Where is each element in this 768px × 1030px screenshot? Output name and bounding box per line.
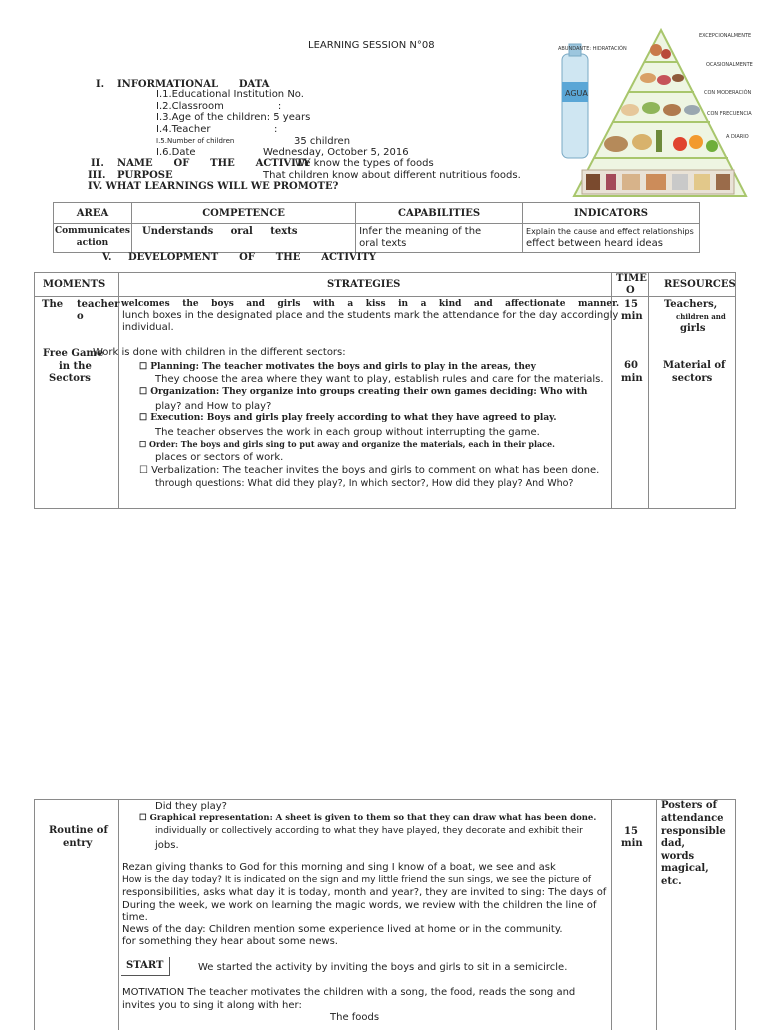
capabilities-line: Infer the meaning of the — [359, 226, 482, 237]
moment-cell: The teacher — [42, 299, 120, 310]
strategy-line: Rezan giving thanks to God for this morning and sing I know of a boat, we see and ask — [122, 862, 556, 873]
strategy-line: Verbalization: The teacher invites the boys and girls to comment on what has been done. — [151, 465, 600, 476]
children-count: 35 children — [294, 136, 351, 147]
resource-cell: attendance — [661, 813, 724, 824]
moment-cell: Sectors — [49, 373, 91, 384]
strategy-bullet: ☐ Verbalization: The teacher invites the boys and girls to comment on what has been done. — [139, 465, 600, 476]
info-heading-num: I. — [96, 79, 105, 90]
area-cell — [54, 224, 132, 253]
page-title: LEARNING SESSION N°08 — [308, 40, 435, 51]
info-item: I.1.Educational Institution No. — [156, 89, 304, 100]
resource-cell: children and — [676, 312, 726, 321]
header-moments: MOMENTS — [43, 279, 106, 290]
strategy-line: MOTIVATION The teacher motivates the children with a song, the food, reads the song and — [122, 987, 576, 998]
capabilities-line: oral texts — [359, 238, 407, 249]
strategy-line: time. — [122, 912, 148, 923]
purpose-label: PURPOSE — [117, 170, 173, 181]
resource-cell: words — [661, 851, 695, 862]
moment-cell: entry — [63, 838, 93, 849]
time-cell: min — [621, 311, 643, 322]
moment-cell: in the — [59, 361, 92, 372]
strategy-line: The teacher observes the work in each group without interrupting the game. — [155, 427, 540, 438]
learnings-heading: IV. WHAT LEARNINGS WILL WE PROMOTE? — [88, 181, 339, 192]
resource-cell: responsible — [661, 826, 726, 837]
strategy-line: responsibilities, asks what day it is today, month and year?, they are invited to sing: The days of — [122, 887, 607, 898]
time-cell: min — [621, 838, 643, 849]
level-label-frequency: CON FRECUENCIA — [707, 111, 752, 117]
resource-cell: Material of — [663, 360, 726, 371]
header-time-o: O — [626, 285, 635, 296]
col-header-area: AREA — [54, 203, 132, 224]
competence-cell: Understands oral texts — [131, 224, 355, 253]
info-item: I.2.Classroom : — [156, 101, 282, 112]
continuation-table — [34, 799, 736, 1030]
strategy-line: During the week, we work on learning the magic words, we review with the children the line of — [122, 900, 597, 911]
strategy-line: Graphical representation: A sheet is given to them so that they can draw what has been done. — [149, 813, 597, 823]
area-line: action — [76, 238, 109, 248]
resource-cell: dad, — [661, 838, 685, 849]
strategy-line: Planning: The teacher motivates the boys and girls to play in the areas, they — [150, 362, 536, 372]
resource-cell: Teachers, — [664, 299, 718, 310]
strategy-line: play? and How to play? — [155, 401, 272, 412]
strategy-line: Order: The boys and girls sing to put away and organize the materials, each in their place. — [148, 439, 555, 449]
header-resources: RESOURCES — [664, 279, 736, 290]
hydration-label: ABUNDANTE: HIDRATACIÓN — [558, 46, 627, 52]
bottle-label: AGUA — [565, 89, 588, 98]
indicators-cell — [523, 224, 700, 253]
col-header-competence: COMPETENCE — [131, 203, 355, 224]
area-line: Communicates — [55, 226, 130, 236]
strategy-line: Execution: Boys and girls play freely according to what they have agreed to play. — [150, 413, 557, 423]
moment-cell: Free Game — [43, 348, 104, 359]
level-label-moderation: CON MODERACIÓN — [704, 90, 752, 96]
moments-table — [34, 272, 736, 509]
resource-cell: sectors — [672, 373, 713, 384]
purpose-num: III. — [88, 170, 106, 181]
strategy-bullet: ☐ Organization: They organize into groups creating their own games deciding: Who with — [139, 387, 588, 397]
strategy-bullet: ☐ Order: The boys and girls sing to put away and organize the materials, each in their place. — [139, 439, 555, 449]
resource-cell: etc. — [661, 876, 682, 887]
resource-cell: magical, — [661, 863, 709, 874]
activity-num: II. — [91, 158, 104, 169]
col-header-indicators: INDICATORS — [523, 203, 700, 224]
song-title: The foods — [330, 1012, 380, 1023]
time-cell: 15 — [624, 826, 638, 837]
info-item: I.3.Age of the children: 5 years — [156, 112, 311, 123]
development-num: V. — [102, 252, 112, 263]
strategy-line: places or sectors of work. — [155, 452, 284, 463]
activity-value: We know the types of foods — [295, 158, 434, 169]
strategy-line: individual. — [122, 322, 174, 333]
strategy-line: invites you to sing it along with her: — [122, 1000, 302, 1011]
indicators-line: Explain the cause and effect relationships — [526, 227, 694, 236]
strategy-line: individually or collectively according to what they have played, they decorate and exhibit their — [155, 826, 583, 836]
resource-cell: girls — [680, 323, 706, 334]
resource-cell: Posters of — [661, 800, 717, 811]
strategy-bullet: ☐ Execution: Boys and girls play freely according to what they have agreed to play. — [139, 413, 557, 423]
info-heading: INFORMATIONAL DATA — [117, 79, 270, 90]
indicators-line: effect between heard ideas — [526, 238, 663, 249]
strategy-line: We started the activity by inviting the boys and girls to sit in a semicircle. — [198, 962, 568, 973]
time-cell: 15 — [624, 299, 638, 310]
strategy-line: How is the day today? It is indicated on the sign and my little friend the sun sings, we see the picture of — [122, 875, 592, 885]
strategy-line: through questions: What did they play?, In which sector?, How did they play? And Who? — [155, 478, 574, 489]
strategy-line: Did they play? — [155, 801, 227, 812]
strategy-bullet: ☐ Graphical representation: A sheet is given to them so that they can draw what has been done. — [139, 813, 597, 823]
strategy-line: for something they hear about some news. — [122, 936, 338, 947]
info-item: I.4.Teacher : — [156, 124, 278, 135]
header-strategies: STRATEGIES — [327, 279, 401, 290]
strategy-line: News of the day: Children mention some experience lived at home or in the community. — [122, 924, 563, 935]
strategy-line: lunch boxes in the designated place and the students mark the attendance for the day accordingly — [122, 310, 619, 321]
time-cell: 60 — [624, 360, 638, 371]
competence-table — [53, 202, 700, 253]
strategy-intro: Work is done with children in the different sectors: — [93, 347, 346, 358]
capabilities-cell — [356, 224, 523, 253]
date-value: Wednesday, October 5, 2016 — [263, 147, 409, 158]
strategy-line: Organization: They organize into groups creating their own games deciding: Who with — [150, 387, 588, 397]
strategy-bullet: ☐ Planning: The teacher motivates the boys and girls to play in the areas, they — [139, 362, 536, 372]
time-cell: min — [621, 373, 643, 384]
activity-label: NAME OF THE ACTIVITY — [117, 158, 311, 169]
info-item: I.5.Number of children — [156, 137, 235, 145]
strategy-line: jobs. — [155, 840, 179, 851]
header-time: TIME — [616, 273, 647, 284]
moment-cell: o — [77, 311, 84, 322]
level-label-daily: A DIARIO — [726, 134, 749, 140]
col-header-capabilities: CAPABILITIES — [356, 203, 523, 224]
food-pyramid-image — [556, 26, 766, 206]
info-item: I.6.Date — [156, 147, 196, 158]
level-label-occasional: OCASIONALMENTE — [706, 62, 753, 68]
start-label: START — [126, 960, 164, 971]
level-label-exceptional: EXCEPCIONALMENTE — [699, 33, 752, 39]
purpose-value: That children know about different nutritious foods. — [263, 170, 521, 181]
moment-cell: Routine of — [49, 825, 108, 836]
strategy-line: welcomes the boys and girls with a kiss in a kind and affectionate manner. — [121, 299, 620, 309]
development-label: DEVELOPMENT OF THE ACTIVITY — [128, 252, 377, 263]
strategy-line: They choose the area where they want to play, establish rules and care for the materials. — [155, 374, 604, 385]
